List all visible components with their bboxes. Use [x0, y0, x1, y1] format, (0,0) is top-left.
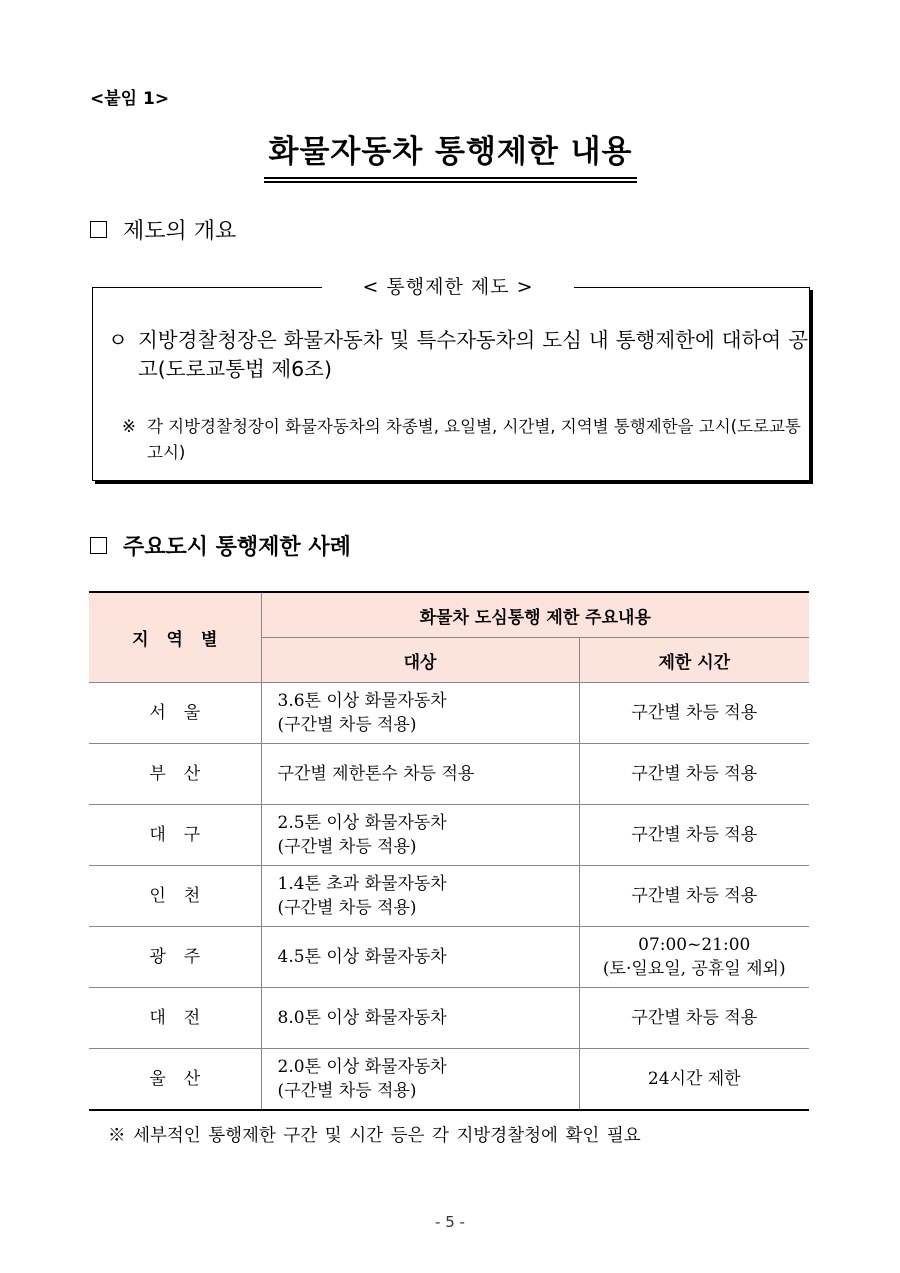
- page-title: 화물자동차 통행제한 내용: [268, 134, 633, 170]
- time-line: (토·일요일, 공휴일 제외): [602, 959, 786, 979]
- target-cell: [261, 805, 579, 866]
- region-cell: 광주: [89, 927, 261, 988]
- target-line: 구간별 제한톤수 차등 적용: [277, 764, 475, 784]
- time-cell: [579, 744, 809, 805]
- target-cell: [261, 744, 579, 805]
- table-row: [89, 805, 809, 866]
- time-line: 구간별 차등 적용: [631, 1008, 758, 1028]
- time-line: 구간별 차등 적용: [631, 764, 758, 784]
- target-line: 2.0톤 이상 화물자동차: [277, 1057, 447, 1077]
- region-cell: 부산: [89, 744, 261, 805]
- time-line: 구간별 차등 적용: [631, 703, 758, 723]
- target-line: (구간별 차등 적용): [277, 837, 417, 857]
- section-heading-overview: [90, 214, 236, 245]
- target-line: 8.0톤 이상 화물자동차: [277, 1008, 447, 1028]
- region-cell: 대전: [89, 988, 261, 1049]
- section-heading-text: 주요도시 통행제한 사례: [123, 534, 351, 560]
- overview-box-title: < 통행제한 제도 >: [322, 272, 574, 299]
- time-cell: [579, 1049, 809, 1111]
- table-row: [89, 927, 809, 988]
- section-heading-text: 제도의 개요: [123, 219, 237, 244]
- table-row: [89, 683, 809, 744]
- target-line: (구간별 차등 적용): [277, 715, 417, 735]
- table-row: [89, 1049, 809, 1111]
- overview-bullet-text: 지방경찰청장은 화물자동차 및 특수자동차의 도심 내 통행제한에 대하여 공고(도로교통법 제6조): [138, 328, 808, 381]
- target-cell: [261, 988, 579, 1049]
- time-line: 구간별 차등 적용: [631, 825, 758, 845]
- header-group: 화물차 도심통행 제한 주요내용: [261, 592, 809, 638]
- region-cell: 대구: [89, 805, 261, 866]
- section-heading-cases: [90, 530, 351, 561]
- target-cell: [261, 927, 579, 988]
- city-restriction-table: [89, 591, 809, 1111]
- checkbox-square-icon: [90, 537, 107, 554]
- target-line: 4.5톤 이상 화물자동차: [277, 947, 447, 967]
- region-cell: 서울: [89, 683, 261, 744]
- page-number: - 5 -: [435, 1213, 465, 1231]
- overview-note-text: 각 지방경찰청장이 화물자동차의 차종별, 요일별, 시간별, 지역별 통행제한을 고시(도로교통고시): [147, 417, 801, 462]
- time-line: 24시간 제한: [647, 1069, 741, 1089]
- target-line: (구간별 차등 적용): [277, 1081, 417, 1101]
- time-cell: [579, 866, 809, 927]
- region-cell: 울산: [89, 1049, 261, 1111]
- target-cell: [261, 866, 579, 927]
- target-line: 3.6톤 이상 화물자동차: [277, 691, 447, 711]
- target-line: (구간별 차등 적용): [277, 898, 417, 918]
- time-line: 구간별 차등 적용: [631, 886, 758, 906]
- title-double-underline: [264, 177, 637, 183]
- target-line: 1.4톤 초과 화물자동차: [277, 874, 447, 894]
- overview-bullet: [108, 326, 808, 384]
- target-line: 2.5톤 이상 화물자동차: [277, 813, 447, 833]
- time-line: 07:00~21:00: [638, 935, 751, 955]
- circle-bullet-icon: ㅇ: [108, 328, 128, 352]
- overview-note: [122, 414, 808, 466]
- header-time: 제한 시간: [579, 638, 809, 683]
- target-cell: [261, 1049, 579, 1111]
- time-cell: [579, 988, 809, 1049]
- title-block: [264, 126, 637, 183]
- table-row: [89, 744, 809, 805]
- header-target: 대상: [261, 638, 579, 683]
- table-row: [89, 866, 809, 927]
- time-cell: [579, 683, 809, 744]
- reference-mark-icon: ※: [122, 417, 136, 436]
- footnote: ※ 세부적인 통행제한 구간 및 시간 등은 각 지방경찰청에 확인 필요: [108, 1126, 641, 1146]
- attachment-label: <붙임 1>: [90, 89, 170, 109]
- target-cell: [261, 683, 579, 744]
- region-cell: 인천: [89, 866, 261, 927]
- time-cell: [579, 927, 809, 988]
- time-cell: [579, 805, 809, 866]
- table-row: [89, 988, 809, 1049]
- checkbox-square-icon: [90, 221, 107, 238]
- header-region: 지역별: [89, 592, 261, 683]
